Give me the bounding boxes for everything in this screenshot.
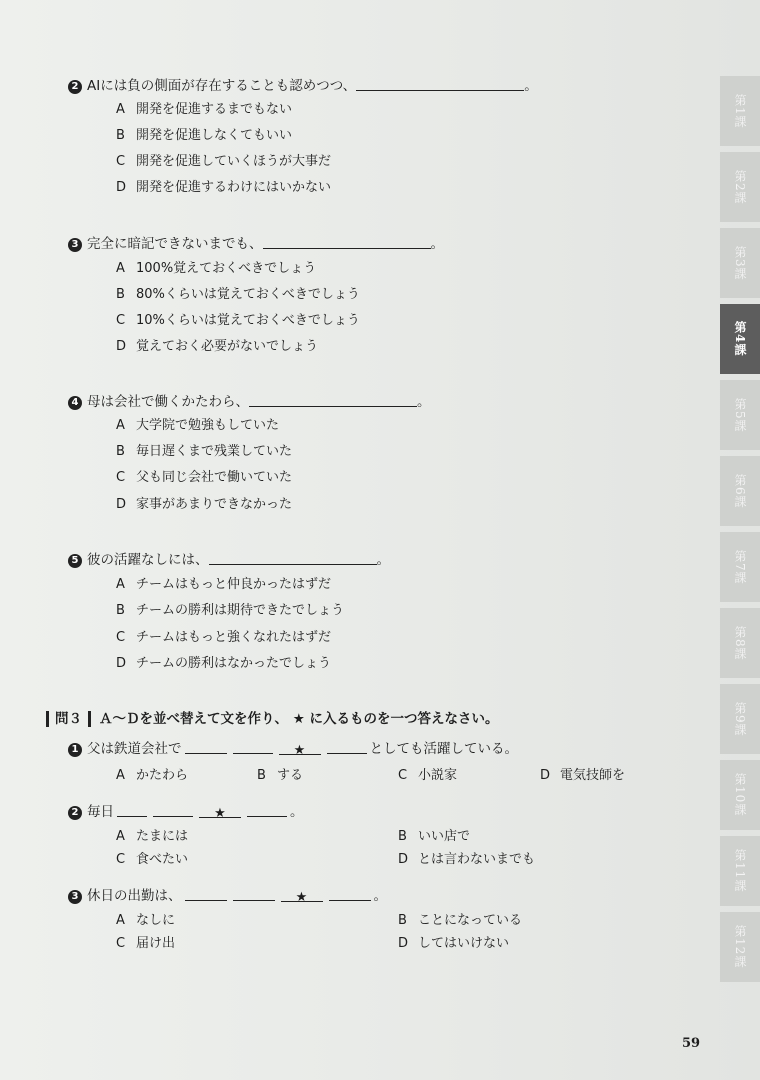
ordering-blank [185, 888, 227, 901]
tab-lesson-2[interactable]: 第2課 [720, 152, 760, 222]
option-letter: A [116, 829, 125, 844]
question-end: 。 [524, 78, 538, 94]
option-text: たまには [136, 829, 189, 844]
option-d [116, 176, 331, 195]
question-number: 2 [68, 80, 82, 94]
option-text: 10%くらいは覚えておくべきでしょう [136, 313, 360, 328]
option-c [116, 309, 360, 328]
ordering-question-1 [68, 737, 518, 757]
option-letter: B [116, 128, 125, 143]
tab-lesson-3[interactable]: 第3課 [720, 228, 760, 298]
option-text: 開発を促進していくほうが大事だ [136, 154, 332, 169]
ordering-blank [329, 888, 371, 901]
question-end: 。 [417, 394, 431, 410]
option-letter: C [116, 936, 126, 951]
option-letter: A [116, 577, 125, 592]
ordering-blank [327, 741, 367, 754]
section-3-heading [46, 707, 499, 727]
option-letter: D [116, 656, 127, 671]
star-blank [281, 889, 323, 902]
option-letter: D [116, 497, 127, 512]
option-text: 80%くらいは覚えておくべきでしょう [136, 287, 360, 302]
option-d [116, 652, 331, 671]
option-text: チームはもっと仲良かったはずだ [136, 577, 332, 592]
option-letter: D [116, 180, 127, 195]
option-letter: A [116, 102, 125, 117]
option-text: 食べたい [136, 852, 189, 867]
option-letter: D [398, 936, 409, 951]
star-blank [279, 742, 321, 755]
option-a [116, 573, 331, 592]
option-letter: D [398, 852, 409, 867]
option-a [116, 764, 188, 783]
question-end: 。 [376, 552, 390, 568]
question-stem: 母は会社で働くかたわら、 [87, 394, 249, 410]
tab-lesson-5[interactable]: 第5課 [720, 380, 760, 450]
question-stem: 毎日 [87, 804, 114, 820]
option-letter: B [116, 287, 125, 302]
option-letter: B [257, 768, 266, 783]
option-b [257, 764, 303, 783]
option-b [398, 825, 470, 844]
ordering-blank [233, 888, 275, 901]
option-text: 開発を促進しなくてもいい [136, 128, 293, 143]
answer-blank [356, 78, 524, 91]
answer-blank [249, 394, 417, 407]
option-letter: A [116, 418, 125, 433]
option-b [398, 909, 522, 928]
option-a [116, 825, 188, 844]
option-letter: B [116, 444, 125, 459]
ordering-blank [233, 741, 273, 754]
answer-blank [263, 236, 431, 249]
option-d [398, 848, 535, 867]
question-end: としても活躍している。 [369, 741, 518, 757]
option-c [116, 150, 331, 169]
question-number: 3 [68, 890, 82, 904]
option-b [116, 283, 360, 302]
ordering-blank [117, 804, 147, 817]
option-text: チームの勝利はなかったでしょう [136, 656, 332, 671]
ordering-blank [185, 741, 227, 754]
option-text: 大学院で勉強もしていた [136, 418, 280, 433]
section-label: 問３ [46, 711, 91, 727]
tab-lesson-1[interactable]: 第1課 [720, 76, 760, 146]
option-text: 届け出 [136, 936, 176, 951]
tab-lesson-8[interactable]: 第8課 [720, 608, 760, 678]
option-text: 開発を促進するまでもない [136, 102, 293, 117]
question-end: 。 [290, 804, 304, 820]
option-text: 100%覚えておくべきでしょう [136, 261, 317, 276]
tab-lesson-11[interactable]: 第11課 [720, 836, 760, 906]
option-letter: A [116, 768, 125, 783]
option-text: とは言わないまでも [418, 852, 536, 867]
option-letter: C [116, 154, 126, 169]
option-text: ことになっている [418, 913, 523, 928]
option-c [116, 932, 175, 951]
option-text: してはいけない [418, 936, 510, 951]
option-text: かたわら [136, 768, 189, 783]
question-stem: 完全に暗記できないまでも、 [87, 236, 263, 252]
question-end: 。 [430, 236, 444, 252]
option-b [116, 124, 292, 143]
option-a [116, 257, 316, 276]
question-stem: AIには負の側面が存在することも認めつつ、 [87, 78, 357, 94]
question-number: 4 [68, 396, 82, 410]
option-letter: A [116, 261, 125, 276]
option-letter: D [116, 339, 127, 354]
tab-lesson-4[interactable]: 第4課 [720, 304, 760, 374]
option-d [116, 493, 292, 512]
option-c [398, 764, 457, 783]
ordering-blank [247, 804, 287, 817]
option-d [398, 932, 509, 951]
star-blank [199, 805, 241, 818]
question-stem: 父は鉄道会社で [87, 741, 182, 757]
question-3 [68, 232, 444, 252]
ordering-question-3 [68, 884, 387, 904]
tab-lesson-9[interactable]: 第9課 [720, 684, 760, 754]
option-text: 毎日遅くまで残業していた [136, 444, 293, 459]
option-text: いい店で [418, 829, 471, 844]
option-text: 電気技師を [560, 768, 626, 783]
option-letter: B [398, 913, 407, 928]
option-d [116, 335, 318, 354]
option-a [116, 909, 175, 928]
option-text: 覚えておく必要がないでしょう [136, 339, 319, 354]
question-end: 。 [373, 888, 387, 904]
option-text: チームの勝利は期待できたでしょう [136, 603, 345, 618]
option-letter: C [116, 470, 126, 485]
option-text: 小説家 [418, 768, 458, 783]
question-number: 1 [68, 743, 82, 757]
question-2 [68, 74, 538, 94]
option-letter: C [116, 852, 126, 867]
option-letter: D [540, 768, 551, 783]
option-c [116, 626, 331, 645]
question-4 [68, 390, 431, 410]
option-c [116, 466, 292, 485]
option-letter: C [398, 768, 408, 783]
option-b [116, 599, 344, 618]
tab-lesson-12[interactable]: 第12課 [720, 912, 760, 982]
ordering-question-2 [68, 800, 304, 820]
question-number: 5 [68, 554, 82, 568]
answer-blank [209, 552, 377, 565]
option-text: なしに [136, 913, 176, 928]
option-a [116, 98, 292, 117]
question-stem: 休日の出勤は、 [87, 888, 182, 904]
tab-lesson-6[interactable]: 第6課 [720, 456, 760, 526]
option-b [116, 440, 292, 459]
question-stem: 彼の活躍なしには、 [87, 552, 209, 568]
question-5 [68, 548, 390, 568]
option-c [116, 848, 188, 867]
section-instruction: Ａ～Ｄを並べ替えて文を作り、 ★ に入るものを一つ答えなさい。 [99, 711, 499, 727]
question-number: 3 [68, 238, 82, 252]
option-letter: C [116, 313, 126, 328]
option-letter: A [116, 913, 125, 928]
option-d [540, 764, 625, 783]
option-letter: B [398, 829, 407, 844]
option-text: 家事があまりできなかった [136, 497, 293, 512]
tab-lesson-10[interactable]: 第10課 [720, 760, 760, 830]
option-text: 開発を促進するわけにはいかない [136, 180, 332, 195]
option-letter: B [116, 603, 125, 618]
page-number: 59 [682, 1036, 701, 1051]
option-a [116, 414, 279, 433]
question-number: 2 [68, 806, 82, 820]
option-text: 父も同じ会社で働いていた [136, 470, 293, 485]
option-text: チームはもっと強くなれたはずだ [136, 630, 332, 645]
ordering-blank [153, 804, 193, 817]
tab-lesson-7[interactable]: 第7課 [720, 532, 760, 602]
option-text: する [277, 768, 304, 783]
option-letter: C [116, 630, 126, 645]
